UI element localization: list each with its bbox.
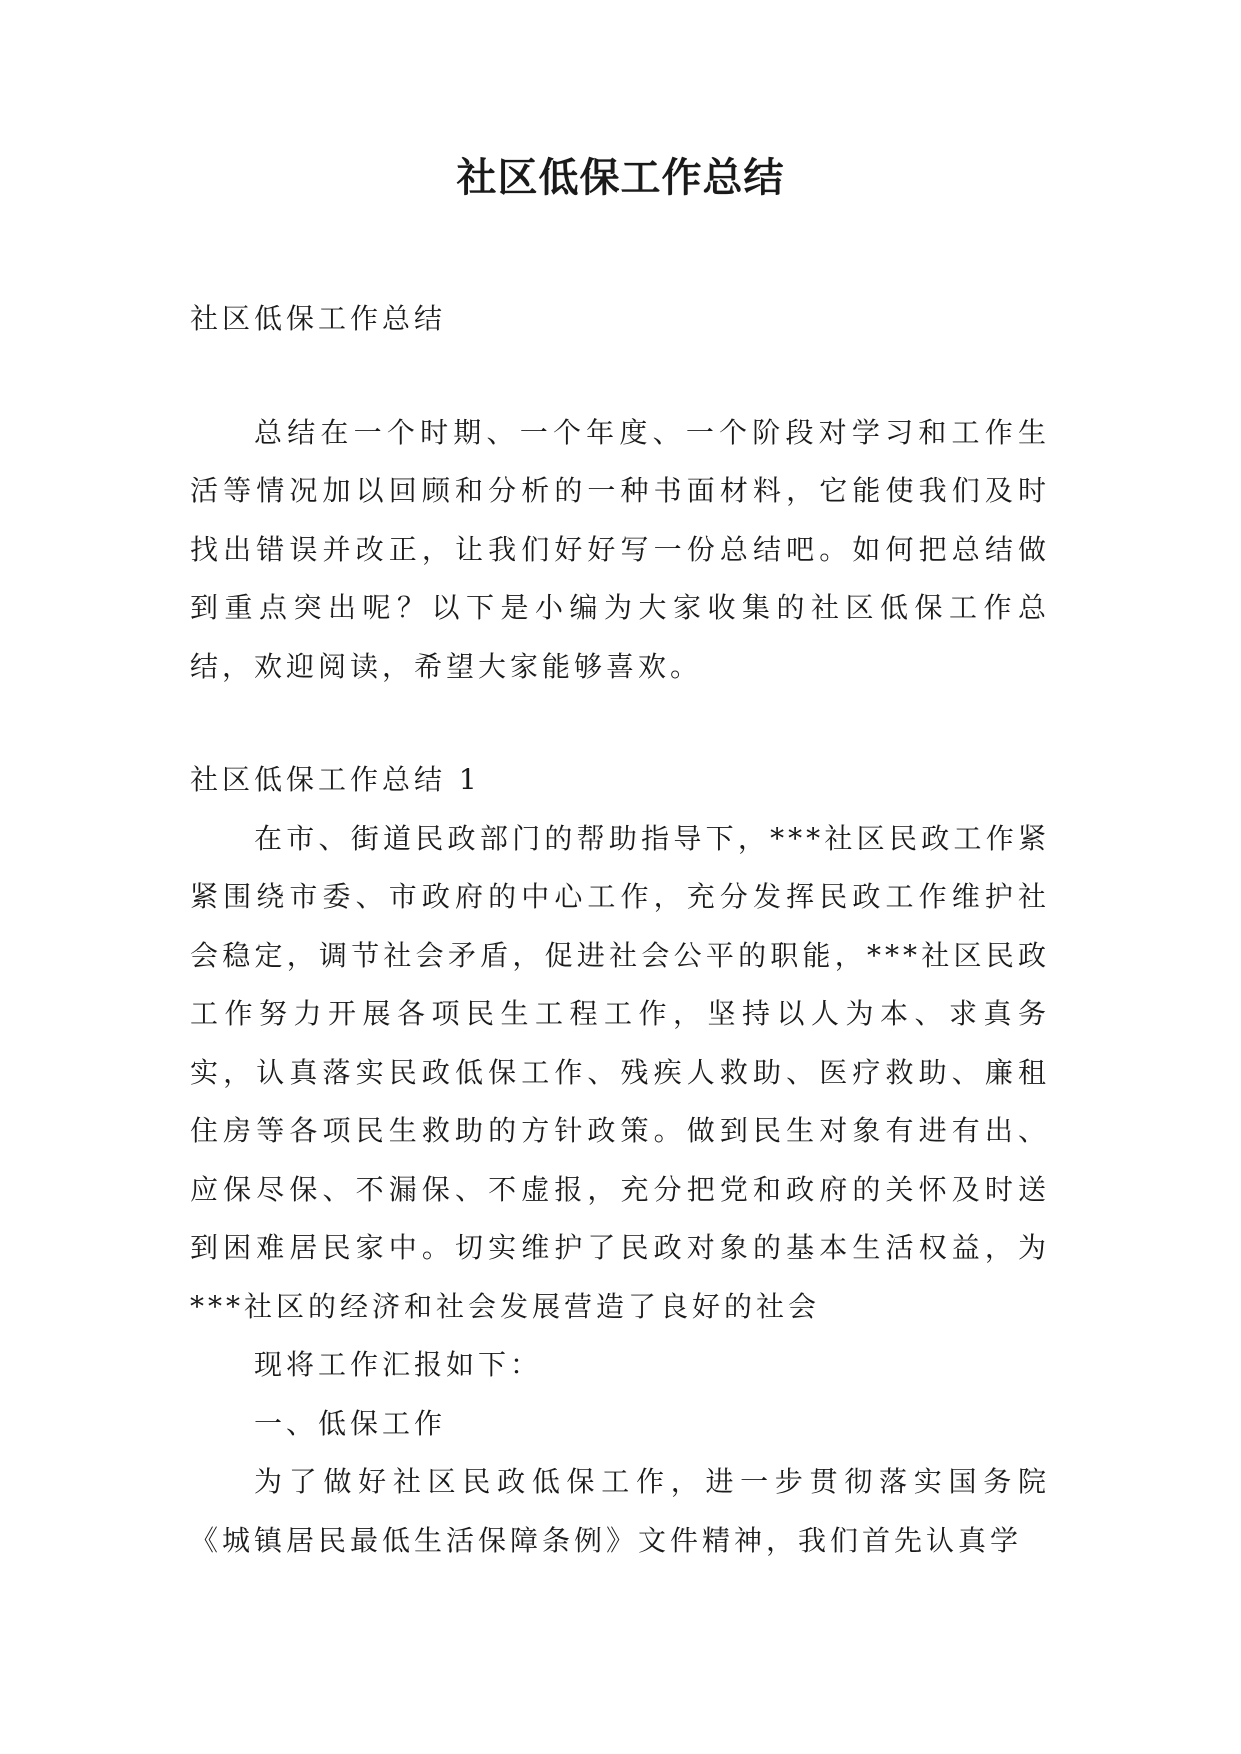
body-paragraph: 现将工作汇报如下： <box>254 1348 543 1381</box>
document-title: 社区低保工作总结 <box>456 154 785 201</box>
intro-paragraph: 总结在一个时期、一个年度、一个阶段对学习和工作生活等情况加以回顾和分析的一种书面材料，它能使我们及时找出错误并改正，让我们好好写一份总结吧。如何把总结做到重点突出呢？以下是小编为大家收集的社区低保工作总结，欢迎阅读，希望大家能够喜欢。 <box>190 415 1050 683</box>
document-body <box>190 290 1050 1570</box>
section-title: 社区低保工作总结 1 <box>190 763 481 796</box>
section-heading: 一、低保工作 <box>254 1406 447 1440</box>
document-subtitle: 社区低保工作总结 <box>190 302 447 335</box>
body-paragraph: 在市、街道民政部门的帮助指导下，***社区民政工作紧紧围绕市委、市政府的中心工作，充分发挥民政工作维护社会稳定，调节社会矛盾，促进社会公平的职能，***社区民政工作努力开展各项民生工程工作，坚持以人为本、求真务实，认真落实民政低保工作、残疾人救助、医疗救助、廉租住房等各项民生救助的方针政策。做到民生对象有进有出、应保尽保、不漏保、不虚报，充分把党和政府的关怀及时送到困难居民家中。切实维护了民政对象的基本生活权益，为***社区的经济和社会发展营造了良好的社会 <box>190 821 1050 1323</box>
body-paragraph: 为了做好社区民政低保工作，进一步贯彻落实国务院《城镇居民最低生活保障条例》文件精神，我们首先认真学 <box>190 1465 1050 1557</box>
